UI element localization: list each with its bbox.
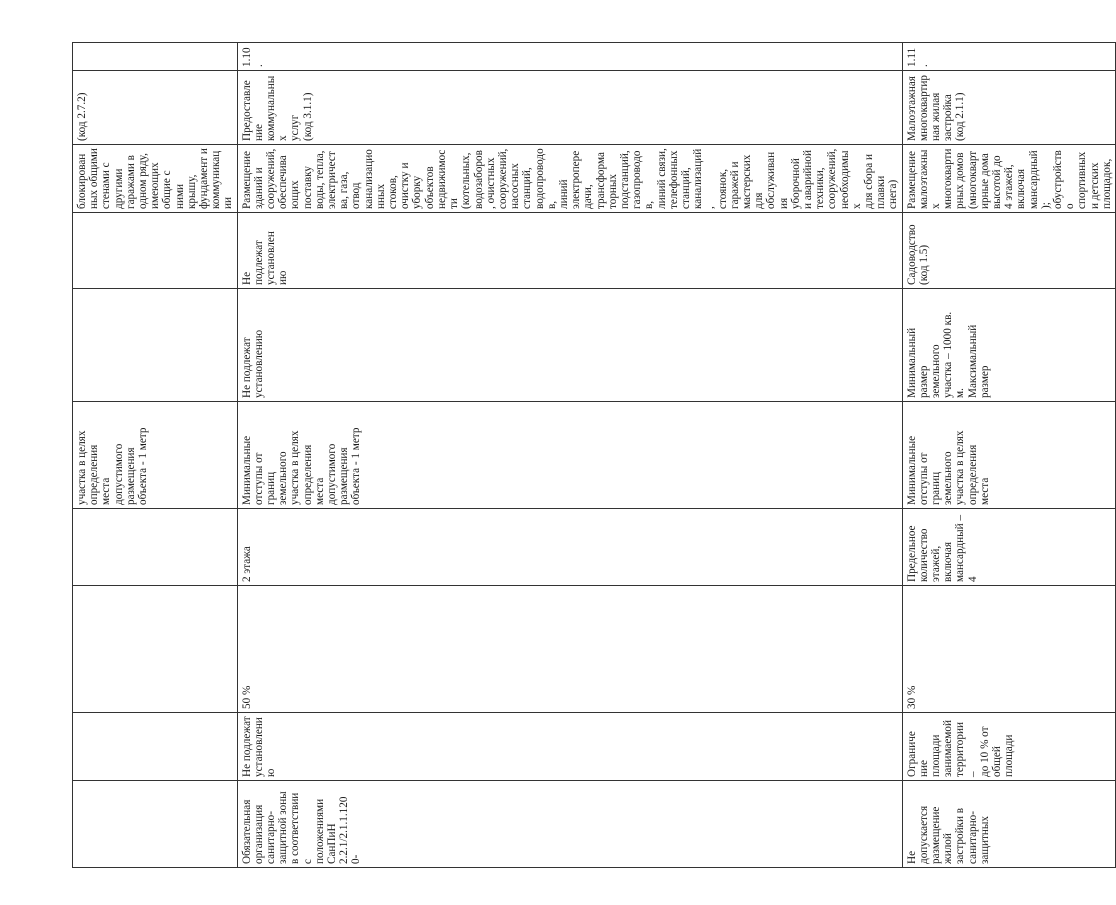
plot-size-text: Не подлежат установлению	[240, 329, 265, 398]
plot-size-text: Минимальный размер земельного участка – 1000 кв. м. Максимальный размер	[905, 311, 991, 398]
coverage-cell	[237, 586, 902, 713]
coverage-text: 50 %	[240, 685, 253, 709]
table-row	[902, 43, 1115, 868]
floors-text: 2 этажа	[240, 546, 253, 582]
restrictions-text: Обязательная организация санитарно- защитной зоны в соответствии с положениями СанПиН 2.2.1/2.1.1.120 0-	[240, 791, 363, 864]
row-number: 1.10.	[240, 47, 265, 67]
coverage-text: 30 %	[905, 685, 918, 709]
floors-text: Предельное количество этажей, включая мансардный – 4	[905, 514, 979, 582]
restrictions-cell	[902, 781, 1115, 868]
name-text: Предоставле ние коммунальных услуг (код 3.1.1)	[240, 75, 314, 141]
description-cell	[902, 145, 1115, 213]
restrictions-cell	[73, 781, 238, 868]
capital-limits-cell	[902, 713, 1115, 781]
restrictions-text: Не допускается размещение жилой застройки в санитарно- защитных	[905, 805, 991, 864]
aux-use-cell	[902, 213, 1115, 289]
setbacks-text: Минимальные отступы от границ земельного участка в целях определения места	[905, 430, 991, 505]
restrictions-cell	[237, 781, 902, 868]
setbacks-cell	[237, 402, 902, 509]
rotated-table-wrapper	[72, 43, 1113, 868]
capital-limits-text: Не подлежат установлени ю	[240, 716, 278, 777]
capital-limits-cell	[237, 713, 902, 781]
floors-cell	[73, 509, 238, 586]
name-text: (код 2.7.2)	[76, 92, 88, 141]
coverage-cell	[902, 586, 1115, 713]
description-cell	[73, 145, 238, 213]
plot-size-cell	[237, 289, 902, 402]
table-row	[237, 43, 902, 868]
aux-use-text: Садоводство (код 1.5)	[905, 224, 930, 285]
setbacks-text: участка в целях определения места допустимого размещения объекта - 1 метр	[76, 427, 150, 505]
name-cell	[902, 71, 1115, 145]
description-text: блокированных общими стенами с другими гаражами в одном ряду, имеющих общие с ними крышу, фундамент и коммуникации	[76, 148, 235, 209]
number-cell	[73, 43, 238, 71]
aux-use-cell	[73, 213, 238, 289]
floors-cell	[237, 509, 902, 586]
number-cell	[237, 43, 902, 71]
floors-cell	[902, 509, 1115, 586]
coverage-cell	[73, 586, 238, 713]
name-text: Малоэтажная многоквартир ная жилая застройка (код 2.1.1)	[905, 74, 967, 141]
number-cell	[902, 43, 1115, 71]
description-text: Размещение зданий и сооружений, обеспечивающих поставку воды, тепла, электричества, газа, отвод канализационных стоков, очистку и уборку объектов недвижимости (котельных, водозаборов, очистных сооружений, насосных станций, водопроводов, линий электропередачи, трансформаторных подстанций, газопроводов, линий связи, телефонных станций, канализаций, стоянок, гаражей и мастерских для обслуживания уборочной и аварийной техники, сооружений, необходимых для сбора и плавки снега)	[240, 148, 900, 209]
plot-size-cell	[902, 289, 1115, 402]
aux-use-text: Не подлежат установлен ию	[240, 231, 290, 285]
capital-limits-text: Ограниче ние площади занимаемой территории – до 10 % от общей площади	[905, 720, 1016, 777]
setbacks-text: Минимальные отступы от границ земельного участка в целях определения места допустимого размещения объекта - 1 метр	[240, 427, 363, 505]
setbacks-cell	[902, 402, 1115, 509]
description-text: Размещение малоэтажных многоквартирных домов (многоквартирные дома высотой до 4 этажей, включая мансардный); обустройство спортивных и детских площадок,	[905, 148, 1113, 209]
name-cell	[237, 71, 902, 145]
setbacks-cell	[73, 402, 238, 509]
table-row	[73, 43, 238, 868]
capital-limits-cell	[73, 713, 238, 781]
aux-use-cell	[237, 213, 902, 289]
name-cell	[73, 71, 238, 145]
regulations-table	[72, 42, 1116, 868]
plot-size-cell	[73, 289, 238, 402]
row-number: 1.11.	[905, 47, 930, 67]
description-cell	[237, 145, 902, 213]
